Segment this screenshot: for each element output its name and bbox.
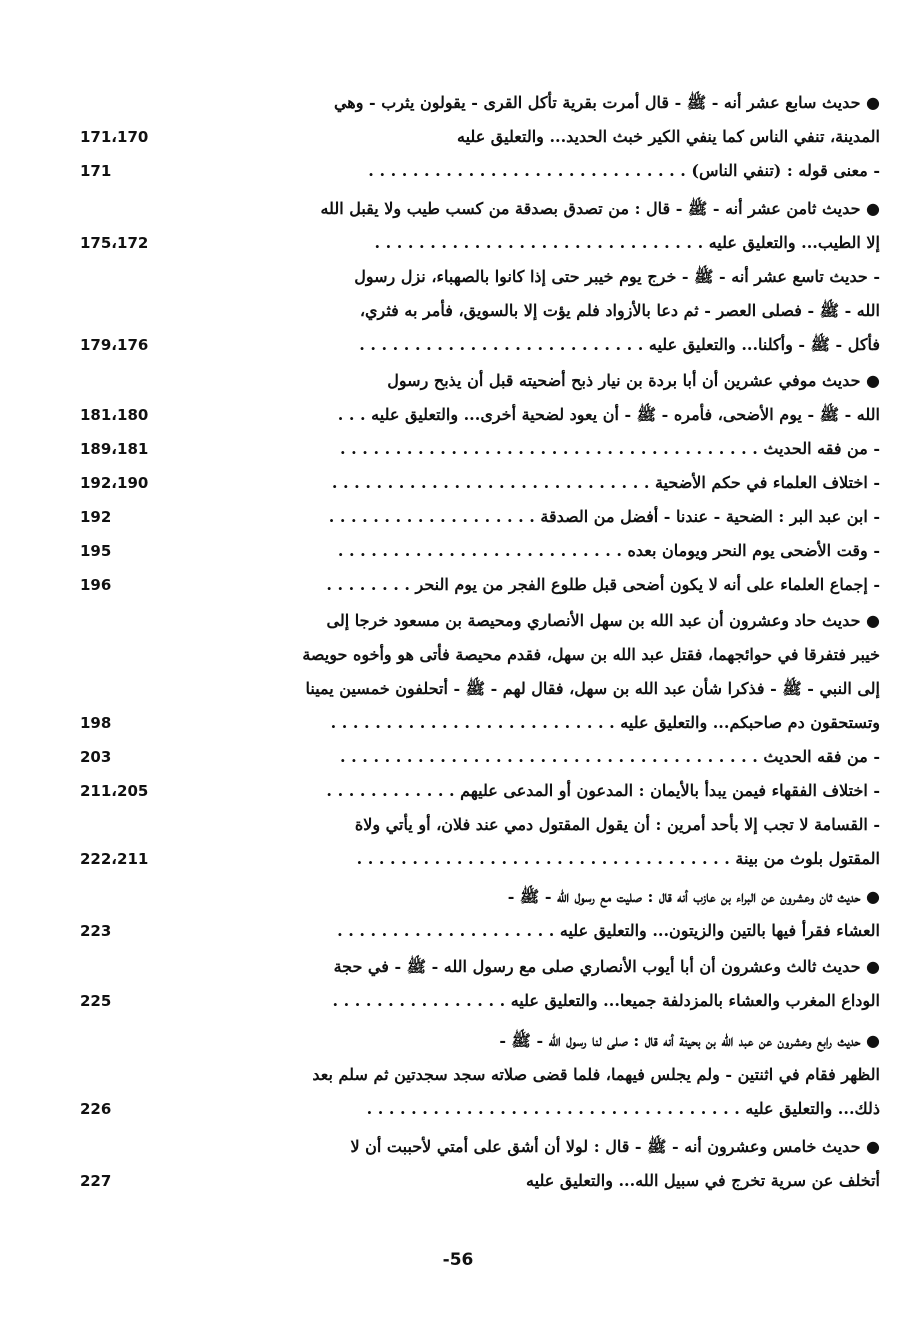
page-reference: 196 <box>80 576 112 594</box>
index-entry <box>80 466 900 500</box>
index-entry <box>80 774 900 808</box>
index-entry <box>80 568 900 602</box>
index-entry <box>80 1130 900 1164</box>
index-entry <box>80 672 900 706</box>
index-entry <box>80 192 900 226</box>
index-entry <box>80 638 900 672</box>
page-reference: 171،170 <box>80 128 149 146</box>
entry-text: الوداع المغرب والعشاء بالمزدلفة جميعا... والتعليق عليه . . . . . . . . . . . . . . . . <box>332 991 880 1010</box>
entry-text: - وقت الأضحى يوم النحر ويومان بعده . . . . . . . . . . . . . . . . . . . . . . . . . . <box>337 541 880 560</box>
index-entry <box>80 328 900 362</box>
index-entry <box>80 706 900 740</box>
page-reference: 211،205 <box>80 782 149 800</box>
index-entry <box>80 86 900 120</box>
entry-text: ● حديث موفي عشرين أن أبا بردة بن نيار ذبح أضحيته قبل أن يذبح رسول <box>387 371 880 390</box>
index-entry <box>80 398 900 432</box>
index-entry <box>80 604 900 638</box>
entry-text: ● حديث ثامن عشر أنه - ﷺ - قال : من تصدق بصدقة من كسب طيب ولا يقبل الله <box>320 199 880 218</box>
index-entry <box>80 1058 900 1092</box>
page-reference: 198 <box>80 714 112 732</box>
entry-text: ● حديث رابع وعشرون عن عبد الله بن بحينة أنه قال : صلى لنا رسول الله - ﷺ - <box>499 1031 880 1050</box>
page-reference: 222،211 <box>80 850 149 868</box>
page-reference: 226 <box>80 1100 112 1118</box>
entry-text: إلا الطيب... والتعليق عليه . . . . . . . . . . . . . . . . . . . . . . . . . . . . . . <box>374 233 880 252</box>
index-entry <box>80 842 900 876</box>
entry-text: المقتول بلوث من بينة . . . . . . . . . . . . . . . . . . . . . . . . . . . . . . . . . . <box>356 849 880 868</box>
entry-text: فأكل - ﷺ - وأكلنا... والتعليق عليه . . . . . . . . . . . . . . . . . . . . . . . . . . <box>359 335 880 354</box>
entry-text: العشاء فقرأ فيها بالتين والزيتون... والتعليق عليه . . . . . . . . . . . . . . . . . . . . <box>337 921 880 940</box>
entry-text: المدينة، تنفي الناس كما ينفي الكير خبث الحديد... والتعليق عليه <box>456 127 880 146</box>
index-entry <box>80 1024 900 1058</box>
index-entry <box>80 1164 900 1198</box>
entry-text: - حديث تاسع عشر أنه - ﷺ - خرج يوم خيبر حتى إذا كانوا بالصهباء، نزل رسول <box>354 267 880 286</box>
index-entry <box>80 880 900 914</box>
page-reference: 192 <box>80 508 112 526</box>
page-reference: 225 <box>80 992 112 1010</box>
page-reference: 179،176 <box>80 336 149 354</box>
index-entry <box>80 260 900 294</box>
entry-text: - القسامة لا تجب إلا بأحد أمرين : أن يقول المقتول دمي عند فلان، أو يأتي ولاة <box>354 815 880 834</box>
index-entry <box>80 1092 900 1126</box>
entry-text: - من فقه الحديث . . . . . . . . . . . . . . . . . . . . . . . . . . . . . . . . . . . . . . <box>340 747 880 766</box>
entry-text: الله - ﷺ - فصلى العصر - ثم دعا بالأزواد فلم يؤت إلا بالسويق، فأمر به فثري، <box>359 301 880 320</box>
entry-text: - معنى قوله : (تنفي الناس) . . . . . . . . . . . . . . . . . . . . . . . . . . . . . <box>368 161 880 180</box>
entry-text: - ابن عبد البر : الضحية - عندنا - أفضل من الصدقة . . . . . . . . . . . . . . . . . . . <box>328 507 880 526</box>
page-reference: 171 <box>80 162 112 180</box>
entry-text: - إجماع العلماء على أنه لا يكون أضحى قبل طلوع الفجر من يوم النحر . . . . . . . . <box>326 575 880 594</box>
index-entry <box>80 740 900 774</box>
entry-text: ● حديث حاد وعشرون أن عبد الله بن سهل الأنصاري ومحيصة بن مسعود خرجا إلى <box>326 611 880 630</box>
index-entry <box>80 294 900 328</box>
index-entry <box>80 534 900 568</box>
entry-text: ذلك... والتعليق عليه . . . . . . . . . . . . . . . . . . . . . . . . . . . . . . . . . . <box>366 1099 880 1118</box>
page-reference: 175،172 <box>80 234 149 252</box>
index-entry <box>80 120 900 154</box>
entry-text: ● حديث سابع عشر أنه - ﷺ - قال أمرت بقرية تأكل القرى - يقولون يثرب - وهي <box>333 93 880 112</box>
entry-text: خيبر فتفرقا في حوائجهما، فقتل عبد الله بن سهل، فقدم محيصة فأتى هو وأخوه حويصة <box>302 645 880 664</box>
page-reference: 223 <box>80 922 112 940</box>
index-entry <box>80 808 900 842</box>
page-reference: 227 <box>80 1172 112 1190</box>
entry-text: ● حديث ثالث وعشرون أن أبا أيوب الأنصاري صلى مع رسول الله - ﷺ - في حجة <box>333 957 880 976</box>
page-reference: 203 <box>80 748 112 766</box>
entry-text: الظهر فقام في اثنتين - ولم يجلس فيهما، فلما قضى صلاته سجد سجدتين ثم سلم بعد <box>312 1065 880 1084</box>
index-entry <box>80 432 900 466</box>
page-reference: 181،180 <box>80 406 149 424</box>
entry-text: - اختلاف العلماء في حكم الأضحية . . . . . . . . . . . . . . . . . . . . . . . . . . . . . <box>331 473 880 492</box>
entry-text: ● حديث ثان وعشرون عن البراء بن عازب أنه قال : صليت مع رسول الله - ﷺ - <box>507 887 880 906</box>
index-entry <box>80 364 900 398</box>
index-entry <box>80 950 900 984</box>
entry-text: أتخلف عن سرية تخرج في سبيل الله... والتعليق عليه <box>526 1171 880 1190</box>
entry-text: ● حديث خامس وعشرون أنه - ﷺ - قال : لولا أن أشق على أمتي لأحببت أن لا <box>350 1137 880 1156</box>
entry-text: الله - ﷺ - يوم الأضحى، فأمره - ﷺ - أن يعود لضحية أخرى... والتعليق عليه . . . <box>337 405 880 424</box>
index-entry <box>80 984 900 1018</box>
index-entry <box>80 914 900 948</box>
entry-text: إلى النبي - ﷺ - فذكرا شأن عبد الله بن سهل، فقال لهم - ﷺ - أتحلفون خمسين يمينا <box>305 679 880 698</box>
page-number: -56 <box>442 1250 474 1270</box>
entry-text: وتستحقون دم صاحبكم... والتعليق عليه . . . . . . . . . . . . . . . . . . . . . . . . . . <box>330 713 880 732</box>
page-reference: 189،181 <box>80 440 149 458</box>
page-reference: 192،190 <box>80 474 149 492</box>
page-reference: 195 <box>80 542 112 560</box>
index-entry <box>80 226 900 260</box>
entry-text: - من فقه الحديث . . . . . . . . . . . . . . . . . . . . . . . . . . . . . . . . . . . . . . <box>340 439 880 458</box>
index-entry <box>80 500 900 534</box>
entry-text: - اختلاف الفقهاء فيمن يبدأ بالأيمان : المدعون أو المدعى عليهم . . . . . . . . . . . . <box>326 781 880 800</box>
index-entry <box>80 154 900 188</box>
